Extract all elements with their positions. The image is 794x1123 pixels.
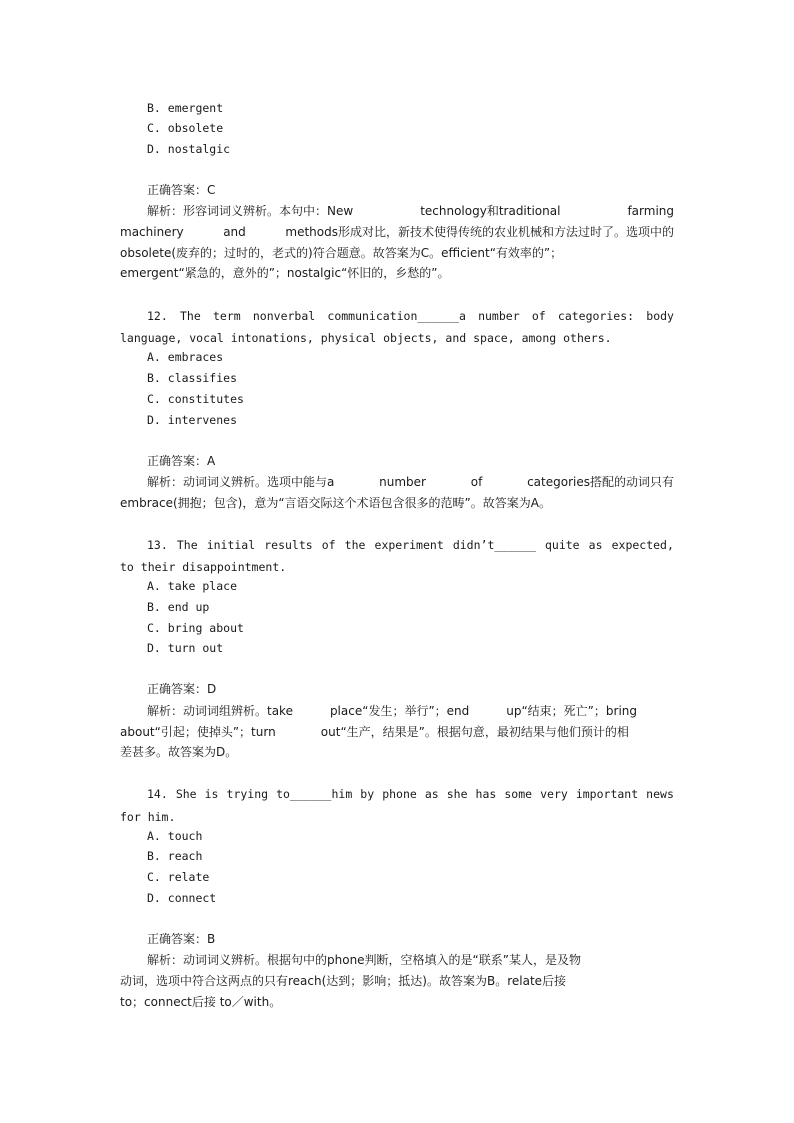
analysis-segment: out“生产，结果是”。根据句意，最初结果与他们预计的相: [320, 725, 629, 739]
analysis-line: 动词，选项中符合这两点的只有reach(达到；影响；抵达)。故答案为B。relate后接: [120, 974, 567, 988]
option-b: B. emergent: [147, 101, 224, 115]
analysis-line: [147, 704, 674, 719]
stem-word: expected,: [611, 538, 674, 552]
analysis-segment: categories搭配的动词只有: [527, 475, 674, 489]
stem-word: term: [212, 309, 241, 323]
option-d: D. turn out: [147, 641, 224, 655]
option-c: C. constitutes: [147, 392, 244, 406]
stem-word: number: [478, 309, 520, 323]
analysis-segment: 解析：形容词词义辨析。本句中：New: [147, 204, 354, 218]
analysis-segment: 解析：动词词组辨析。take: [147, 704, 293, 718]
option-c: C. bring about: [147, 621, 244, 635]
analysis-segment: machinery: [120, 225, 184, 239]
stem-word: The: [179, 309, 201, 323]
stem-word: trying: [226, 787, 269, 801]
question-stem-line: to their disappointment.: [120, 560, 287, 574]
analysis-line: emergent“紧急的，意外的”；nostalgic“怀旧的，乡愁的”。: [120, 266, 450, 280]
question-stem-line: language, vocal intonations, physical objects, and space, among others.: [120, 331, 612, 345]
analysis-segment: technology和traditional: [420, 204, 561, 218]
stem-word: 14.: [147, 787, 168, 801]
stem-word: body: [646, 309, 674, 323]
option-b: B. end up: [147, 600, 210, 614]
stem-word: quite: [544, 538, 580, 552]
stem-word: she: [446, 787, 468, 801]
stem-word: nonverbal: [252, 309, 316, 323]
analysis-segment: place“发生；举行”；end: [329, 704, 470, 718]
analysis-segment: and: [223, 225, 246, 239]
analysis-line: [147, 204, 674, 219]
stem-word: by: [360, 787, 375, 801]
stem-word: categories:: [557, 309, 635, 323]
stem-word: some: [504, 787, 533, 801]
analysis-segment: 解析：动词词义辨析。选项中能与a: [147, 475, 335, 489]
analysis-line: [120, 225, 674, 240]
stem-word: of: [321, 538, 336, 552]
stem-word: 12.: [147, 309, 168, 323]
stem-word: as: [424, 787, 439, 801]
stem-word: initial: [206, 538, 256, 552]
stem-word: the: [344, 538, 366, 552]
analysis-line: embrace(拥抱；包含)，意为“言语交际这个术语包含很多的范畴”。故答案为A。: [120, 496, 551, 510]
stem-word: news: [646, 787, 674, 801]
analysis-line: [120, 725, 674, 740]
stem-word: of: [531, 309, 546, 323]
analysis-line: [147, 475, 674, 490]
question-stem: [147, 538, 674, 553]
stem-word: is: [204, 787, 219, 801]
option-c: C. obsolete: [147, 121, 224, 135]
option-c: C. relate: [147, 870, 210, 884]
stem-word: as: [588, 538, 603, 552]
correct-answer: 正确答案：A: [147, 454, 216, 468]
correct-answer: 正确答案：C: [147, 183, 216, 197]
analysis-line: 解析：动词词义辨析。根据句中的phone判断，空格填入的是“联系”某人，是及物: [147, 953, 581, 967]
stem-word: communication______a: [327, 309, 466, 323]
stem-word: very: [540, 787, 568, 801]
option-d: D. connect: [147, 891, 217, 905]
stem-word: She: [175, 787, 197, 801]
correct-answer: 正确答案：D: [147, 682, 217, 696]
stem-word: to______him: [276, 787, 353, 801]
analysis-segment: of: [470, 475, 483, 489]
option-a: A. take place: [147, 579, 238, 593]
analysis-line: obsolete(废弃的；过时的，老式的)符合题意。故答案为C。efficient“有效率的”；: [120, 246, 563, 260]
stem-word: didn’t______: [452, 538, 536, 552]
analysis-line: 差甚多。故答案为D。: [120, 745, 238, 759]
question-stem-line: for him.: [120, 810, 176, 824]
analysis-segment: farming: [627, 204, 674, 218]
option-b: B. reach: [147, 849, 203, 863]
option-a: A. touch: [147, 829, 203, 843]
question-stem: [147, 787, 674, 802]
analysis-segment: about“引起；使掉头”；turn: [120, 725, 276, 739]
option-d: D. nostalgic: [147, 142, 231, 156]
stem-word: 13.: [147, 538, 168, 552]
analysis-segment: up“结束；死亡”；bring: [506, 704, 637, 718]
stem-word: experiment: [374, 538, 444, 552]
stem-word: important: [575, 787, 639, 801]
question-stem: [147, 309, 674, 324]
option-b: B. classifies: [147, 371, 238, 385]
analysis-segment: methods形成对比，新技术使得传统的农业机械和方法过时了。选项中的: [285, 225, 674, 239]
stem-word: The: [176, 538, 198, 552]
correct-answer: 正确答案：B: [147, 932, 216, 946]
option-a: A. embraces: [147, 350, 224, 364]
stem-word: phone: [382, 787, 417, 801]
stem-word: has: [475, 787, 497, 801]
option-d: D. intervenes: [147, 413, 238, 427]
analysis-line: to；connect后接 to／with。: [120, 995, 282, 1009]
stem-word: results: [264, 538, 313, 552]
analysis-segment: number: [379, 475, 426, 489]
